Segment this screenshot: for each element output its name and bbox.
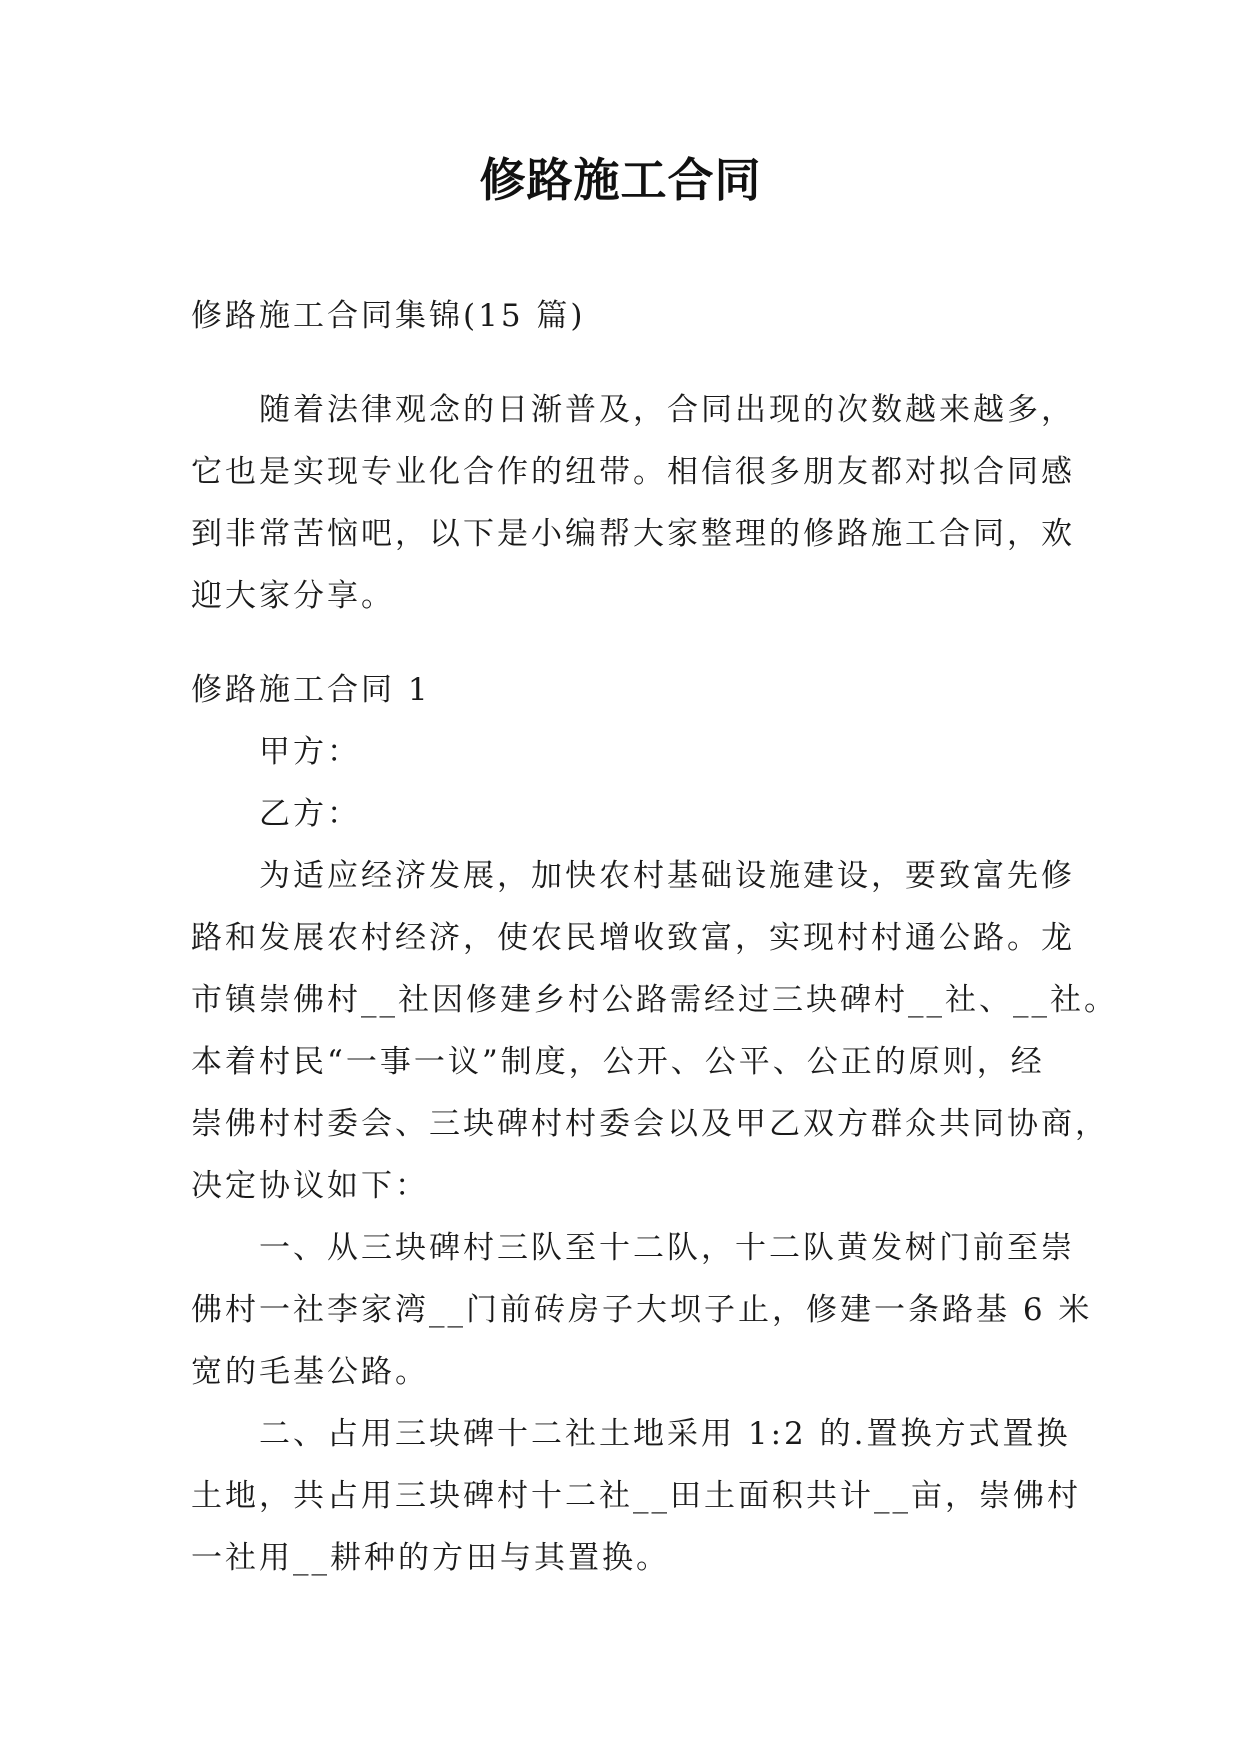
paragraph-line: 它也是实现专业化合作的纽带。相信很多朋友都对拟合同感: [191, 454, 1075, 490]
paragraph-line: 一社用__耕种的方田与其置换。: [191, 1540, 670, 1576]
clause-1-paragraph: [191, 1217, 1093, 1403]
document-body: [191, 285, 1118, 1589]
paragraph-line: 崇佛村村委会、三块碑村村委会以及甲乙双方群众共同协商，: [191, 1106, 1109, 1142]
paragraph-line: 市镇崇佛村__社因修建乡村公路需经过三块碑村__社、__社。: [191, 982, 1118, 1018]
paragraph-line: 到非常苦恼吧，以下是小编帮大家整理的修路施工合同，欢: [191, 516, 1075, 552]
paragraph-line: 宽的毛基公路。: [191, 1354, 429, 1390]
spacer: [191, 347, 1061, 379]
paragraph-line: 二、占用三块碑十二社土地采用 1:2 的.置换方式置换: [259, 1416, 1071, 1452]
paragraph-line: 决定协议如下：: [191, 1168, 429, 1204]
paragraph-line: 迎大家分享。: [191, 578, 395, 614]
party-b-label: 乙方：: [259, 796, 361, 832]
spacer: [191, 627, 1061, 659]
intro-paragraph: [191, 379, 1075, 627]
document-title: 修路施工合同: [479, 153, 762, 207]
paragraph-line: 为适应经济发展，加快农村基础设施建设，要致富先修: [259, 858, 1075, 894]
paragraph-line: 土地，共占用三块碑村十二社__田土面积共计__亩，崇佛村: [191, 1478, 1081, 1514]
preamble-paragraph: [191, 845, 1118, 1217]
paragraph-line: 路和发展农村经济，使农民增收致富，实现村村通公路。龙: [191, 920, 1075, 956]
paragraph-line: 本着村民“一事一议”制度，公开、公平、公正的原则，经: [191, 1044, 1045, 1080]
clause-2-paragraph: [191, 1403, 1081, 1589]
paragraph-line: 随着法律观念的日渐普及，合同出现的次数越来越多，: [259, 392, 1075, 428]
document-subtitle: 修路施工合同集锦(15 篇): [191, 298, 586, 334]
section-heading: 修路施工合同 1: [191, 672, 431, 708]
party-a-label: 甲方：: [259, 734, 361, 770]
paragraph-line: 佛村一社李家湾__门前砖房子大坝子止，修建一条路基 6 米: [191, 1292, 1093, 1328]
paragraph-line: 一、从三块碑村三队至十二队，十二队黄发树门前至崇: [259, 1230, 1075, 1266]
